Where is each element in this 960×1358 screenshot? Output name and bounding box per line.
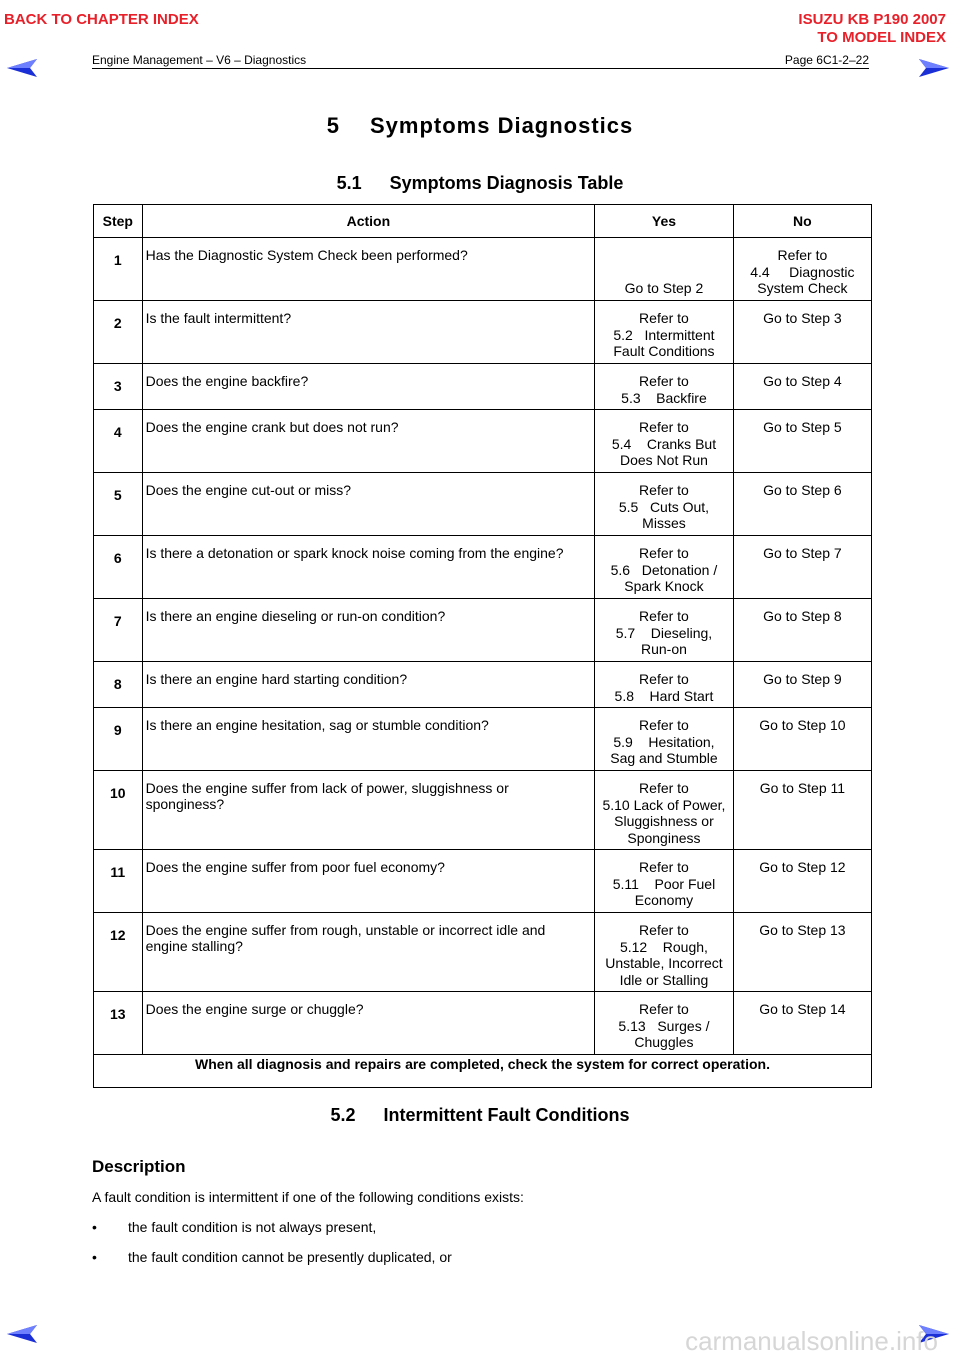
table-footer-row [94,1055,872,1088]
step-number [94,992,143,1055]
yes-cell [595,364,734,410]
table-row [94,238,872,301]
yes-cell [595,708,734,771]
action-cell-text: Does the engine crank but does not run? [145,419,399,435]
no-cell [733,473,871,536]
action-cell-text: Does the engine surge or chuggle? [145,1001,364,1017]
step-number [94,364,143,410]
step-number-text: 9 [113,722,122,738]
step-number [94,410,143,473]
step-number-text: 1 [113,252,122,268]
yes-cell-text: Refer to 5.7 Dieseling, Run-on [615,608,713,657]
step-number-text: 12 [110,927,126,943]
yes-cell [595,662,734,708]
action-cell-text: Does the engine cut-out or miss? [145,482,352,498]
previous-page-arrow-icon[interactable] [6,1324,38,1344]
section-number: 5 [326,113,340,138]
no-cell-text: Go to Step 12 [759,859,846,875]
action-cell-text: Does the engine suffer from lack of power, sluggishness or sponginess? [145,780,509,812]
no-cell [733,536,871,599]
yes-cell [595,301,734,364]
table-row [94,850,872,913]
yes-cell-text: Refer to 5.10 Lack of Power, Sluggishness or Sponginess [602,780,726,846]
action-cell [142,913,595,992]
table-row [94,473,872,536]
column-header-yes: Yes [595,205,734,238]
table-footer-note: When all diagnosis and repairs are completed, check the system for correct operation. [94,1055,872,1088]
section-5-heading [0,113,960,139]
yes-cell [595,473,734,536]
table-row [94,410,872,473]
no-cell [733,913,871,992]
action-cell [142,301,595,364]
yes-cell [595,913,734,992]
yes-cell-text: Refer to 5.9 Hesitation, Sag and Stumble [610,717,718,766]
step-number-text: 8 [113,676,122,692]
to-model-index-link[interactable]: TO MODEL INDEX [817,29,946,46]
symptoms-diagnosis-table [93,204,872,1088]
section-number: 5.1 [336,173,362,193]
description-heading: Description [92,1157,186,1176]
no-cell [733,992,871,1055]
section-5-1-heading [0,173,960,194]
step-number-text: 2 [113,315,122,331]
back-to-chapter-index-link[interactable]: BACK TO CHAPTER INDEX [4,11,199,28]
action-cell-text: Is there an engine dieseling or run-on condition? [145,608,446,624]
step-number-text: 11 [110,864,126,880]
action-cell [142,992,595,1055]
step-number-text: 3 [113,378,122,394]
header-divider [92,68,869,69]
action-cell-text: Does the engine suffer from poor fuel economy? [145,859,445,875]
step-number [94,708,143,771]
yes-cell-text: Refer to 5.11 Poor Fuel Economy [612,859,716,908]
table-row [94,771,872,850]
table-row [94,536,872,599]
yes-cell-text: Refer to 5.3 Backfire [621,373,707,406]
no-cell [733,708,871,771]
table-row [94,662,872,708]
action-cell [142,364,595,410]
action-cell [142,708,595,771]
column-header-step: Step [94,205,143,238]
section-title: Symptoms Diagnostics [369,113,634,138]
step-number-text: 5 [113,487,122,503]
action-cell [142,599,595,662]
step-number [94,301,143,364]
no-cell-text: Go to Step 3 [763,310,842,326]
yes-cell [595,238,734,301]
yes-cell [595,599,734,662]
yes-cell [595,992,734,1055]
no-cell-text: Go to Step 10 [759,717,846,733]
no-cell-text: Go to Step 11 [759,780,846,796]
no-cell [733,301,871,364]
no-cell [733,410,871,473]
no-cell-text: Go to Step 13 [759,922,846,938]
section-number: 5.2 [330,1105,356,1125]
no-cell-text: Go to Step 6 [763,482,842,498]
yes-cell-text: Refer to 5.4 Cranks But Does Not Run [611,419,717,468]
action-cell-text: Is the fault intermittent? [145,310,292,326]
section-title: Symptoms Diagnosis Table [389,173,624,193]
yes-cell-text: Refer to 5.8 Hard Start [614,671,714,704]
no-cell-text: Go to Step 7 [763,545,842,561]
list-item [92,1249,452,1265]
action-cell [142,536,595,599]
yes-cell-text: Refer to 5.5 Cuts Out, Misses [618,482,710,531]
no-cell [733,850,871,913]
column-header-no: No [733,205,871,238]
step-number-text: 4 [113,424,122,440]
action-cell [142,850,595,913]
list-item [92,1219,376,1235]
step-number-text: 10 [110,785,126,801]
table-row [94,301,872,364]
yes-cell-text: Go to Step 2 [624,280,704,296]
action-cell [142,771,595,850]
no-cell [733,364,871,410]
step-number-text: 7 [113,613,122,629]
step-number [94,599,143,662]
description-intro: A fault condition is intermittent if one of the following conditions exists: [92,1189,524,1205]
no-cell [733,771,871,850]
table-row [94,992,872,1055]
yes-cell-text: Refer to 5.12 Rough, Unstable, Incorrect Idle or Stalling [605,922,723,988]
column-header-action: Action [142,205,595,238]
previous-page-arrow-icon[interactable] [6,58,38,78]
table-row [94,599,872,662]
no-cell-text: Go to Step 5 [763,419,842,435]
action-cell [142,662,595,708]
no-cell-text: Go to Step 9 [763,671,842,687]
action-cell [142,238,595,301]
step-number [94,850,143,913]
running-header-left: Engine Management – V6 – Diagnostics [92,53,307,67]
page-number: Page 6C1-2–22 [784,53,869,67]
action-cell-text: Is there an engine hard starting condition? [145,671,408,687]
list-item-text: the fault condition cannot be presently duplicated, or [128,1249,452,1265]
action-cell [142,473,595,536]
step-number [94,662,143,708]
table-row [94,708,872,771]
step-number [94,238,143,301]
yes-cell [595,410,734,473]
yes-cell-text: Refer to 5.13 Surges / Chuggles [618,1001,710,1050]
yes-cell [595,850,734,913]
no-cell-text: Go to Step 4 [763,373,842,389]
action-cell-text: Is there a detonation or spark knock noise coming from the engine? [145,545,564,561]
no-cell-text: Go to Step 14 [759,1001,846,1017]
bullet-icon: • [92,1249,97,1265]
action-cell [142,410,595,473]
watermark: carmanualsonline.info [685,1326,938,1356]
table-header-row [94,205,872,238]
step-number [94,771,143,850]
step-number [94,913,143,992]
step-number-text: 6 [113,550,122,566]
no-cell [733,662,871,708]
section-5-2-heading [0,1105,960,1126]
step-number-text: 13 [110,1006,126,1022]
step-number [94,536,143,599]
action-cell-text: Is there an engine hesitation, sag or stumble condition? [145,717,489,733]
no-cell-text: Refer to 4.4 Diagnostic System Check [750,247,855,296]
action-cell-text: Does the engine suffer from rough, unstable or incorrect idle and engine stalling? [145,922,546,954]
table-row [94,913,872,992]
model-title-link[interactable]: ISUZU KB P190 2007 [798,11,946,28]
yes-cell-text: Refer to 5.2 Intermittent Fault Conditions [613,310,715,359]
bullet-icon: • [92,1219,97,1235]
yes-cell [595,536,734,599]
step-number [94,473,143,536]
no-cell [733,238,871,301]
no-cell [733,599,871,662]
action-cell-text: Has the Diagnostic System Check been performed? [145,247,468,263]
no-cell-text: Go to Step 8 [763,608,842,624]
yes-cell [595,771,734,850]
list-item-text: the fault condition is not always present, [128,1219,377,1235]
next-page-arrow-icon[interactable] [918,58,950,78]
action-cell-text: Does the engine backfire? [145,373,309,389]
yes-cell-text: Refer to 5.6 Detonation / Spark Knock [610,545,718,594]
table-row [94,364,872,410]
section-title: Intermittent Fault Conditions [383,1105,630,1125]
